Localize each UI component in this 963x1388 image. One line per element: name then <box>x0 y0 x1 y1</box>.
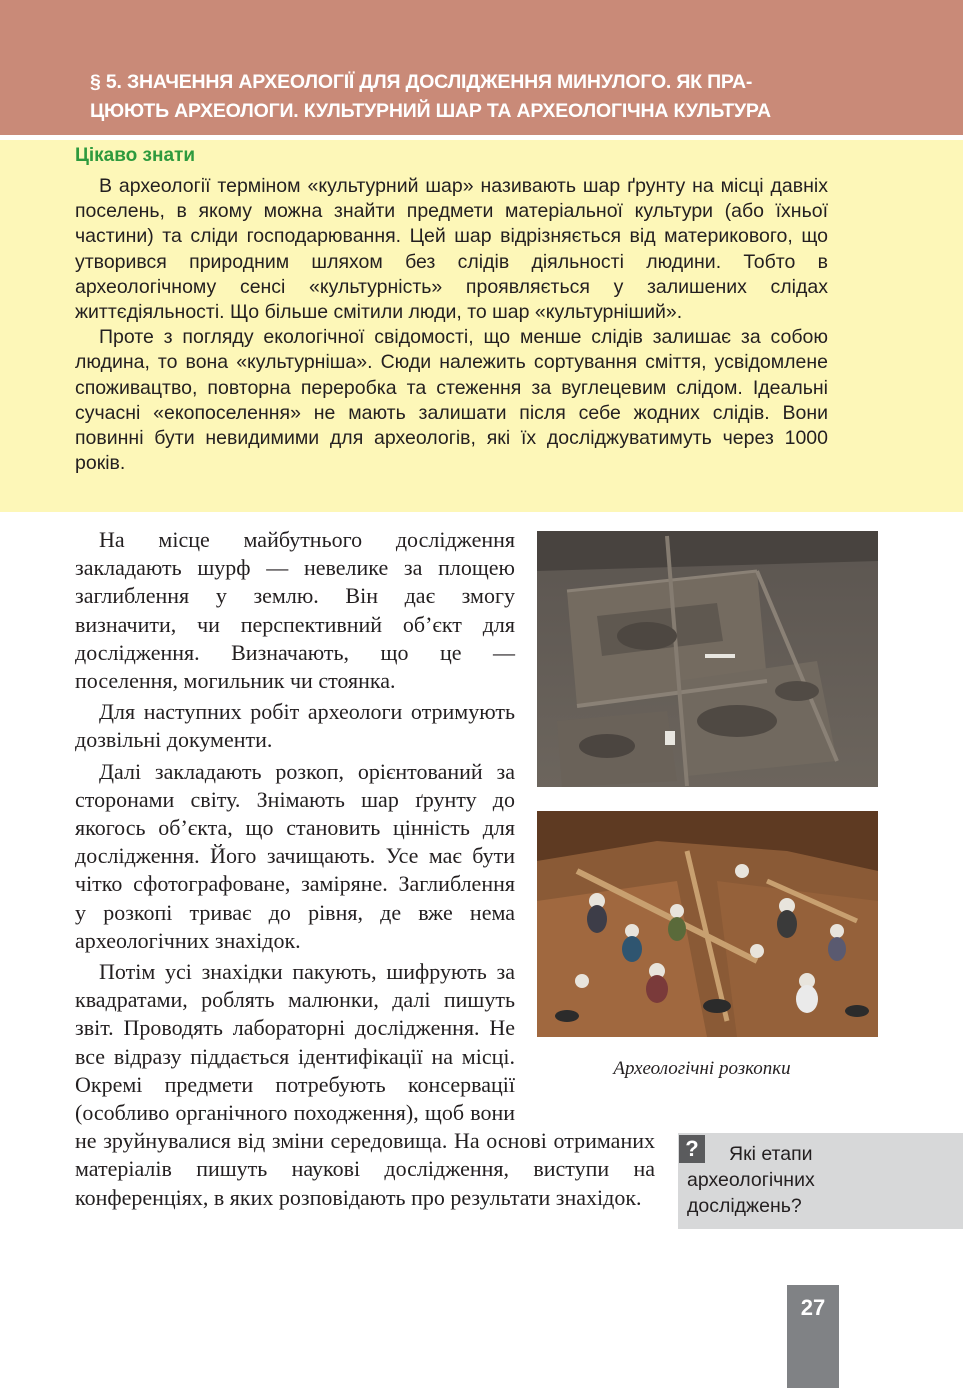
page-number: 27 <box>800 1295 826 1320</box>
chapter-title-line-1: § 5. ЗНАЧЕННЯ АРХЕОЛОГІЇ ДЛЯ ДОСЛІДЖЕННЯ МИНУЛОГО. ЯК ПРА- <box>90 71 753 93</box>
question-line: археологічних <box>687 1169 815 1191</box>
chapter-title <box>90 68 850 126</box>
body-paragraph: Потім усі знахідки пакують, шифрують за квадратами, роблять малюнки, далі пишуть звіт. Проводять лабораторні дослідження. Не все відразу піддається ідентифікації на місці. Окремі предмети потребують консервації (особливо органічного походження), щоб вони не зруйнувалися від зміни середовища. На основі отриманих матеріалів пишуть наукові дослідження, виступи на конференціях, в яких розповідають про результати знахідок. <box>75 959 655 1210</box>
did-you-know-heading: Цікаво знати <box>75 145 196 166</box>
excavation-team-photo <box>537 811 878 1037</box>
question-line: досліджень? <box>687 1195 802 1217</box>
question-text <box>687 1141 947 1219</box>
did-you-know-text <box>75 174 828 476</box>
body-paragraph: Для наступних робіт археологи отримують дозвільні документи. <box>75 699 515 753</box>
body-paragraph: На місце майбутнього дослідження закладають шурф — невелике за площею заглиблення у землю. Він дає змогу визначити, чи перспективний об’єкт для дослідження. Визначають, що це — поселення, могильник чи стоянка. <box>75 527 515 694</box>
info-paragraph: В археології терміном «культурний шар» називають шар ґрунту на місці давніх поселень, в якому можна знайти предмети матеріальної культури (або їхньої частини) та сліди господарювання. Цей шар відрізняється від материкового, що утворився природним шляхом без слідів діяльності людини. Тобто в археологічному сенсі «культурність» проявляється у залишених слідах життєдіяльності. Що більше смітили люди, то шар «культурніший». <box>75 175 828 324</box>
question-line: Які етапи <box>729 1143 813 1165</box>
chapter-title-line-2: ЦЮЮТЬ АРХЕОЛОГИ. КУЛЬТУРНИЙ ШАР ТА АРХЕОЛОГІЧНА КУЛЬТУРА <box>90 100 771 122</box>
body-paragraph: Далі закладають розкоп, орієнтований за сторонами світу. Знімають шар ґрунту до якогось об’єкта, що становить цінність для дослідження. Його зачищають. Усе має бути чітко сфотографоване, заміряне. Заглиблення у розкопі триває до рівня, де вже нема археологічних знахідок. <box>75 758 515 953</box>
info-paragraph: Проте з погляду екологічної свідомості, що менше слідів залишає за собою людина, то вона «культурніша». Сюди належить сортування сміття, усвідомлене споживацтво, повторна переробка та стеження за вуглецевим слідом. Ідеальні сучасні «екопоселення» не мають залишати після себе жодних слідів. Вони повинні бути невидимими для археологів, які їх досліджуватимуть через 1000 років. <box>75 326 828 475</box>
question-mark-icon: ? <box>679 1135 705 1163</box>
figure-caption: Археологічні розкопки <box>613 1058 791 1079</box>
excavation-grid-photo <box>537 531 878 787</box>
